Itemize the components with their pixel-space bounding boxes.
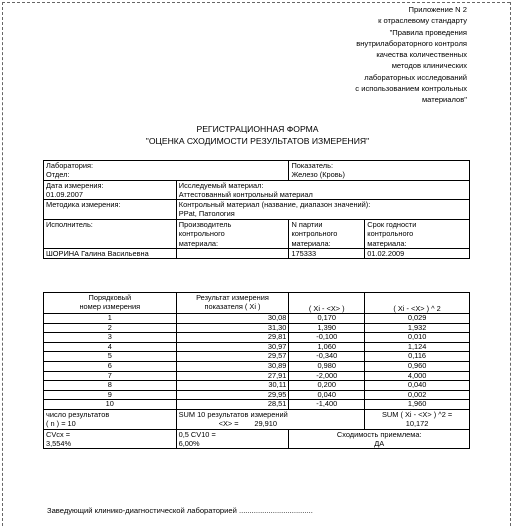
row-result: 30,89 xyxy=(176,361,289,371)
date-value: 01.09.2007 xyxy=(46,189,83,199)
cv-cell xyxy=(44,429,177,449)
expiry-label-line: контрольного xyxy=(367,229,414,239)
executor-label: Исполнитель: xyxy=(46,220,93,230)
lab-cell xyxy=(44,161,289,181)
header-deviation: ( Xi - <X> ) xyxy=(289,293,365,314)
material-cell xyxy=(176,180,469,200)
sumsq-value: 10,172 xyxy=(405,419,429,429)
indicator-cell xyxy=(289,161,470,181)
executor-value: ШОРИНА Галина Васильевна xyxy=(44,249,177,259)
header-result xyxy=(176,293,289,314)
accept-value: ДА xyxy=(374,438,385,448)
lab-label: Лаборатория: xyxy=(46,161,94,170)
table-row xyxy=(44,381,470,391)
header-result-line: Результат измерения xyxy=(196,293,269,302)
table-row xyxy=(44,333,470,343)
appendix-line: Приложение N 2 xyxy=(408,5,467,14)
row-result: 27,91 xyxy=(176,371,289,381)
executor-label-cell xyxy=(44,220,177,249)
sumsq-cell xyxy=(365,409,470,429)
cv-label: CVсх = xyxy=(46,429,71,439)
row-squared: 0,116 xyxy=(365,352,470,362)
row-number: 1 xyxy=(44,314,177,324)
accept-label: Сходимость приемлема: xyxy=(336,429,422,439)
accept-cell xyxy=(289,429,470,449)
date-cell xyxy=(44,180,177,200)
dept-label: Отдел: xyxy=(46,170,70,180)
row-number: 10 xyxy=(44,400,177,410)
header-number-line: Порядковый xyxy=(88,293,132,302)
info-table xyxy=(43,160,470,259)
table-row xyxy=(44,314,470,324)
row-number: 6 xyxy=(44,361,177,371)
count-value: ( n ) = 10 xyxy=(46,419,76,429)
cv10-value: 6,00% xyxy=(178,438,200,448)
table-row xyxy=(44,390,470,400)
batch-value: 175333 xyxy=(289,249,365,259)
row-number: 4 xyxy=(44,342,177,352)
batch-label-line: материала: xyxy=(291,238,331,248)
row-result: 30,08 xyxy=(176,314,289,324)
row-result: 30,97 xyxy=(176,342,289,352)
appendix-line: внутрилабораторного контроля xyxy=(356,38,467,48)
table-row xyxy=(44,371,470,381)
maker-value xyxy=(176,249,289,259)
expiry-value: 01.02.2009 xyxy=(365,249,470,259)
row-deviation: -0,100 xyxy=(289,333,365,343)
table-row xyxy=(44,400,470,410)
indicator-label: Показатель: xyxy=(291,161,334,170)
dashed-border-top xyxy=(2,2,510,3)
row-number: 3 xyxy=(44,333,177,343)
row-number: 5 xyxy=(44,352,177,362)
header-squared: ( Xi - <X> ) ^ 2 xyxy=(365,293,470,314)
row-deviation: -0,340 xyxy=(289,352,365,362)
row-number: 9 xyxy=(44,390,177,400)
row-deviation: 0,170 xyxy=(289,314,365,324)
control-value: PPat, Патология xyxy=(178,209,235,219)
header-number-line: номер измерения xyxy=(79,302,141,312)
table-row xyxy=(44,323,470,333)
maker-cell xyxy=(176,220,289,249)
batch-label-cell xyxy=(289,220,365,249)
appendix-line: к отраслевому стандарту xyxy=(378,16,467,26)
row-deviation: 0,980 xyxy=(289,361,365,371)
row-result: 31,30 xyxy=(176,323,289,333)
form-title: РЕГИСТРАЦИОННАЯ ФОРМА xyxy=(196,124,319,134)
row-result: 29,57 xyxy=(176,352,289,362)
cv10-cell xyxy=(176,429,289,449)
method-cell xyxy=(44,200,177,220)
dashed-border-right xyxy=(510,2,511,526)
mean-value: 29,910 xyxy=(254,419,277,429)
maker-label-line: контрольного xyxy=(178,229,225,239)
cv-value: 3,554% xyxy=(46,438,72,448)
cv10-label: 0,5 CV10 = xyxy=(178,429,216,439)
count-label: число результатов xyxy=(46,409,110,419)
row-result: 30,11 xyxy=(176,381,289,391)
row-squared: 1,124 xyxy=(365,342,470,352)
row-squared: 0,960 xyxy=(365,361,470,371)
appendix-line: "Правила проведения xyxy=(389,27,467,37)
row-squared: 0,029 xyxy=(365,314,470,324)
control-cell xyxy=(176,200,469,220)
header-number xyxy=(44,293,177,314)
batch-label-line: N партии xyxy=(291,220,323,230)
appendix-note xyxy=(267,4,467,106)
maker-label-line: Производитель xyxy=(178,220,232,230)
row-result: 28,51 xyxy=(176,400,289,410)
row-squared: 4,000 xyxy=(365,371,470,381)
expiry-label-line: материала: xyxy=(367,238,407,248)
appendix-line: лабораторных исследований xyxy=(364,72,467,82)
row-squared: 1,932 xyxy=(365,323,470,333)
sumsq-label: SUM ( Xi - <X> ) ^2 = xyxy=(381,409,453,419)
dashed-border-left xyxy=(2,2,3,526)
row-deviation: -2,000 xyxy=(289,371,365,381)
batch-label-line: контрольного xyxy=(291,229,338,239)
row-deviation: -1,400 xyxy=(289,400,365,410)
material-label: Исследуемый материал: xyxy=(178,180,264,190)
method-label: Методика измерения: xyxy=(46,200,121,210)
mean-row xyxy=(179,419,363,428)
table-row xyxy=(44,352,470,362)
results-table xyxy=(43,292,470,449)
expiry-label-cell xyxy=(365,220,470,249)
row-squared: 1,960 xyxy=(365,400,470,410)
row-squared: 0,040 xyxy=(365,381,470,391)
row-number: 2 xyxy=(44,323,177,333)
date-label: Дата измерения: xyxy=(46,180,104,190)
row-deviation: 0,040 xyxy=(289,390,365,400)
row-result: 29,81 xyxy=(176,333,289,343)
row-number: 7 xyxy=(44,371,177,381)
sum-label: SUM 10 результатов измерений xyxy=(178,409,288,419)
table-row xyxy=(44,361,470,371)
appendix-line: с использованием контрольных xyxy=(355,84,467,94)
material-value: Аттестованный контрольный материал xyxy=(178,189,313,199)
indicator-value: Железо (Кровь) xyxy=(291,170,345,180)
row-deviation: 1,060 xyxy=(289,342,365,352)
footer-signature-line: Заведующий клинико-диагностической лабораторией ................................... xyxy=(47,506,313,515)
mean-cell xyxy=(176,409,365,429)
expiry-label-line: Срок годности xyxy=(367,220,417,230)
table-row xyxy=(44,342,470,352)
row-deviation: 0,200 xyxy=(289,381,365,391)
maker-label-line: материала: xyxy=(178,238,219,248)
row-squared: 0,010 xyxy=(365,333,470,343)
row-number: 8 xyxy=(44,381,177,391)
header-result-line: показателя ( Xi ) xyxy=(204,302,261,312)
row-squared: 0,002 xyxy=(365,390,470,400)
appendix-line: материалов" xyxy=(421,95,467,105)
mean-label: <X> = xyxy=(218,419,239,429)
row-deviation: 1,390 xyxy=(289,323,365,333)
form-subtitle: "ОЦЕНКА СХОДИМОСТИ РЕЗУЛЬТАТОВ ИЗМЕРЕНИЯ" xyxy=(145,136,370,146)
appendix-line: методов клинических xyxy=(391,61,467,71)
control-label: Контрольный материал (название, диапазон значений): xyxy=(178,200,371,210)
count-cell xyxy=(44,409,177,429)
appendix-line: качества количественных xyxy=(376,50,467,60)
row-result: 29,95 xyxy=(176,390,289,400)
